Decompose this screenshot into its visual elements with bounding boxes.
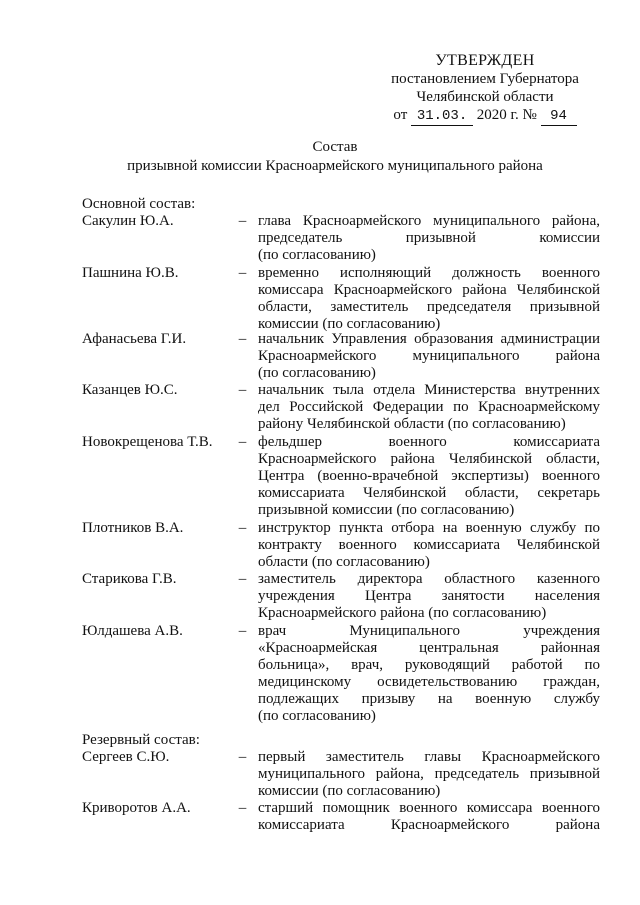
member-description-line: области, заместитель председателя призывной [258,299,600,315]
member-dash: – [238,265,247,281]
member-description-line: заместитель директора областного казенного [258,571,600,587]
approval-date-line [385,106,585,126]
member-description [258,571,600,622]
member-description [258,331,600,382]
member-description-line: области (по согласованию) [258,554,430,570]
approval-date: 31.03. [411,107,473,126]
approval-heading: УТВЕРЖДЕН [435,52,535,69]
member-name: Сакулин Ю.А. [82,213,174,229]
member-description-line: медицинскому освидетельствованию граждан, [258,674,600,690]
member-name: Плотников В.А. [82,520,184,536]
member-description [258,382,600,433]
member-description [258,520,600,571]
member-description [258,434,600,519]
member-description-line: подлежащих призыву на военную службу [258,691,600,707]
member-name: Пашнина Ю.В. [82,265,179,281]
member-description-line: начальник Управления образования администрации [258,331,600,347]
member-description-line: «Красноармейская центральная районная [258,640,600,656]
member-description-line: первый заместитель главы Красноармейского [258,749,600,765]
member-dash: – [238,213,247,229]
member-description-line: муниципального района, председатель призывной [258,766,600,782]
member-description-line: (по согласованию) [258,365,376,381]
document-title [80,138,590,176]
reserve-section-label: Резервный состав: [82,732,200,748]
member-dash: – [238,434,247,450]
member-dash: – [238,520,247,536]
member-name: Казанцев Ю.С. [82,382,178,398]
approval-prefix: от [393,107,408,123]
member-dash: – [238,623,247,639]
member-description-line: комиссии (по согласованию) [258,316,441,332]
member-description [258,749,600,800]
member-description-line: комиссара Красноармейского района Челябинской [258,282,600,298]
member-dash: – [238,382,247,398]
approval-number: 94 [541,107,577,126]
approval-line-2: Челябинской области [416,89,554,105]
member-dash: – [238,571,247,587]
approval-block [385,52,585,126]
member-description-line: глава Красноармейского муниципального района, [258,213,600,229]
member-dash: – [238,331,247,347]
member-description-line: Центра (военно-врачебной экспертизы) военного [258,468,600,484]
title-line-1: Состав [312,139,358,155]
member-description-line: контракту военного комиссариата Челябинской [258,537,600,553]
member-description-line: комиссии (по согласованию) [258,783,441,799]
approval-year: 2020 г. № [476,107,537,123]
member-description [258,265,600,333]
member-name: Криворотов А.А. [82,800,191,816]
member-description-line: начальник тыла отдела Министерства внутренних [258,382,600,398]
member-description-line: учреждения Центра занятости населения [258,588,600,604]
member-description-line: дел Российской Федерации по Красноармейскому [258,399,600,415]
member-description [258,623,600,725]
member-name: Старикова Г.В. [82,571,177,587]
member-description [258,800,600,834]
member-dash: – [238,800,247,816]
member-description [258,213,600,264]
member-description-line: району Челябинской области (по согласованию) [258,416,566,432]
member-name: Юлдашева А.В. [82,623,183,639]
member-description-line: (по согласованию) [258,247,376,263]
member-description-line: председатель призывной комиссии [258,230,600,246]
member-description-line: Красноармейского муниципального района [258,348,600,364]
member-dash: – [238,749,247,765]
member-description-line: комиссариата Челябинской области, секретарь [258,485,600,501]
member-description-line: старший помощник военного комиссара военного [258,800,600,816]
member-name: Сергеев С.Ю. [82,749,170,765]
main-section-label: Основной состав: [82,196,196,212]
member-description-line: временно исполняющий должность военного [258,265,600,281]
member-description-line: призывной комиссии (по согласованию) [258,502,515,518]
member-description-line: (по согласованию) [258,708,376,724]
approval-line-1: постановлением Губернатора [391,71,579,87]
member-name: Новокрещенова Т.В. [82,434,213,450]
member-description-line: инструктор пункта отбора на военную службу по [258,520,600,536]
member-description-line: комиссариата Красноармейского района [258,817,600,833]
member-description-line: врач Муниципального учреждения [258,623,600,639]
member-description-line: Красноармейского района Челябинской области, [258,451,600,467]
title-line-2: призывной комиссии Красноармейского муниципального района [127,158,543,174]
member-description-line: фельдшер военного комиссариата [258,434,600,450]
member-description-line: Красноармейского района (по согласованию) [258,605,547,621]
member-name: Афанасьева Г.И. [82,331,187,347]
member-description-line: больница», врач, руководящий работой по [258,657,600,673]
